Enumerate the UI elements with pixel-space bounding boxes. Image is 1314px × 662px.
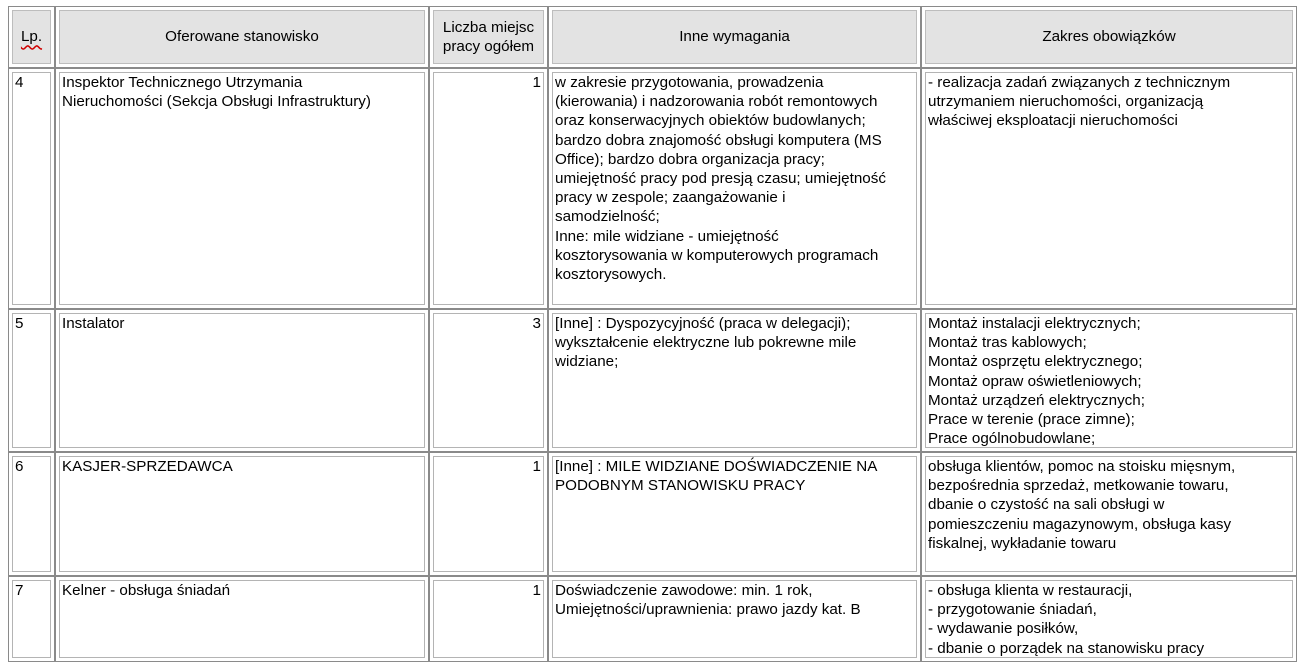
text-line: Montaż tras kablowych;	[928, 334, 1087, 352]
text-line: obsługa klientów, pomoc na stoisku mięsnym,	[928, 458, 1236, 475]
cell-count: 1	[429, 68, 548, 309]
table-row	[8, 68, 1297, 309]
cell-requirements	[548, 68, 921, 309]
text-line: bezpośrednia sprzedaż, metkowanie towaru,	[928, 477, 1229, 495]
text-line: wykształcenie elektryczne lub pokrewne mile	[555, 334, 857, 352]
cell-requirements	[548, 309, 921, 452]
text-line: Inspektor Technicznego Utrzymania	[62, 74, 303, 91]
job-offers-table	[8, 6, 1297, 662]
cell-lp: 5	[8, 309, 55, 452]
cell-position	[55, 452, 429, 576]
text-line: Montaż osprzętu elektrycznego;	[928, 353, 1143, 371]
table-row	[8, 452, 1297, 576]
cell-position	[55, 68, 429, 309]
text-line: Instalator	[62, 315, 125, 332]
cell-requirements	[548, 576, 921, 662]
text-line: właściwej eksploatacji nieruchomości	[928, 112, 1178, 130]
text-line: utrzymaniem nieruchomości, organizacją	[928, 93, 1204, 111]
cell-count: 3	[429, 309, 548, 452]
text-line: PODOBNYM STANOWISKU PRACY	[555, 477, 806, 495]
cell-lp: 6	[8, 452, 55, 576]
cell-duties	[921, 576, 1297, 662]
cell-count: 1	[429, 576, 548, 662]
text-line: samodzielność;	[555, 208, 660, 226]
cell-requirements	[548, 452, 921, 576]
text-line: pomieszczeniu magazynowym, obsługa kasy	[928, 515, 1232, 533]
text-line: Office); bardzo dobra organizacja pracy;	[555, 150, 825, 168]
table-row	[8, 576, 1297, 662]
text-line: kosztorysowania w komputerowych programach	[555, 246, 879, 264]
text-line: Montaż instalacji elektrycznych;	[928, 315, 1141, 332]
cell-position	[55, 576, 429, 662]
text-line: umiejętność pracy pod presją czasu; umiejętność	[555, 170, 886, 188]
text-line: dbanie o czystość na sali obsługi w	[928, 496, 1165, 514]
text-line: Prace ogólnobudowlane;	[928, 430, 1096, 448]
text-line: Montaż urządzeń elektrycznych;	[928, 391, 1145, 409]
text-line: - przygotowanie śniadań,	[928, 601, 1097, 619]
header-position: Oferowane stanowisko	[55, 6, 429, 68]
text-line: w zakresie przygotowania, prowadzenia	[555, 74, 824, 91]
cell-duties	[921, 309, 1297, 452]
cell-lp: 7	[8, 576, 55, 662]
text-line: - realizacja zadań związanych z technicznym	[928, 74, 1231, 91]
text-line: KASJER-SPRZEDAWCA	[62, 458, 233, 475]
text-line: bardzo dobra znajomość obsługi komputera (MS	[555, 131, 882, 149]
header-row	[8, 6, 1297, 68]
cell-duties	[921, 452, 1297, 576]
text-line: Kelner - obsługa śniadań	[62, 582, 231, 599]
text-line: Doświadczenie zawodowe: min. 1 rok,	[555, 582, 813, 599]
text-line: pracy w zespole; zaangażowanie i	[555, 189, 786, 207]
text-line: (kierowania) i nadzorowania robót remontowych	[555, 93, 878, 111]
header-requirements: Inne wymagania	[548, 6, 921, 68]
text-line: - dbanie o porządek na stanowisku pracy	[928, 639, 1205, 657]
text-line: Nieruchomości (Sekcja Obsługi Infrastruktury)	[62, 93, 371, 111]
text-line: oraz konserwacyjnych obiektów budowlanych;	[555, 112, 866, 130]
cell-count: 1	[429, 452, 548, 576]
text-line: Inne: mile widziane - umiejętność	[555, 227, 779, 245]
text-line: kosztorysowych.	[555, 266, 667, 284]
text-line: [Inne] : Dyspozycyjność (praca w delegacji);	[555, 315, 851, 332]
text-line: - wydawanie posiłków,	[928, 620, 1079, 638]
header-duties: Zakres obowiązków	[921, 6, 1297, 68]
table-row	[8, 309, 1297, 452]
text-line: Umiejętności/uprawnienia: prawo jazdy kat. B	[555, 601, 861, 619]
text-line: widziane;	[555, 353, 619, 371]
text-line: Montaż opraw oświetleniowych;	[928, 372, 1142, 390]
text-line: fiskalnej, wykładanie towaru	[928, 534, 1117, 552]
cell-lp: 4	[8, 68, 55, 309]
text-line: - obsługa klienta w restauracji,	[928, 582, 1133, 599]
header-lp: Lp.	[8, 6, 55, 68]
text-line: [Inne] : MILE WIDZIANE DOŚWIADCZENIE NA	[555, 458, 878, 475]
cell-position	[55, 309, 429, 452]
cell-duties	[921, 68, 1297, 309]
header-count: Liczba miejsc pracy ogółem	[429, 6, 548, 68]
text-line: Prace w terenie (prace zimne);	[928, 411, 1135, 429]
